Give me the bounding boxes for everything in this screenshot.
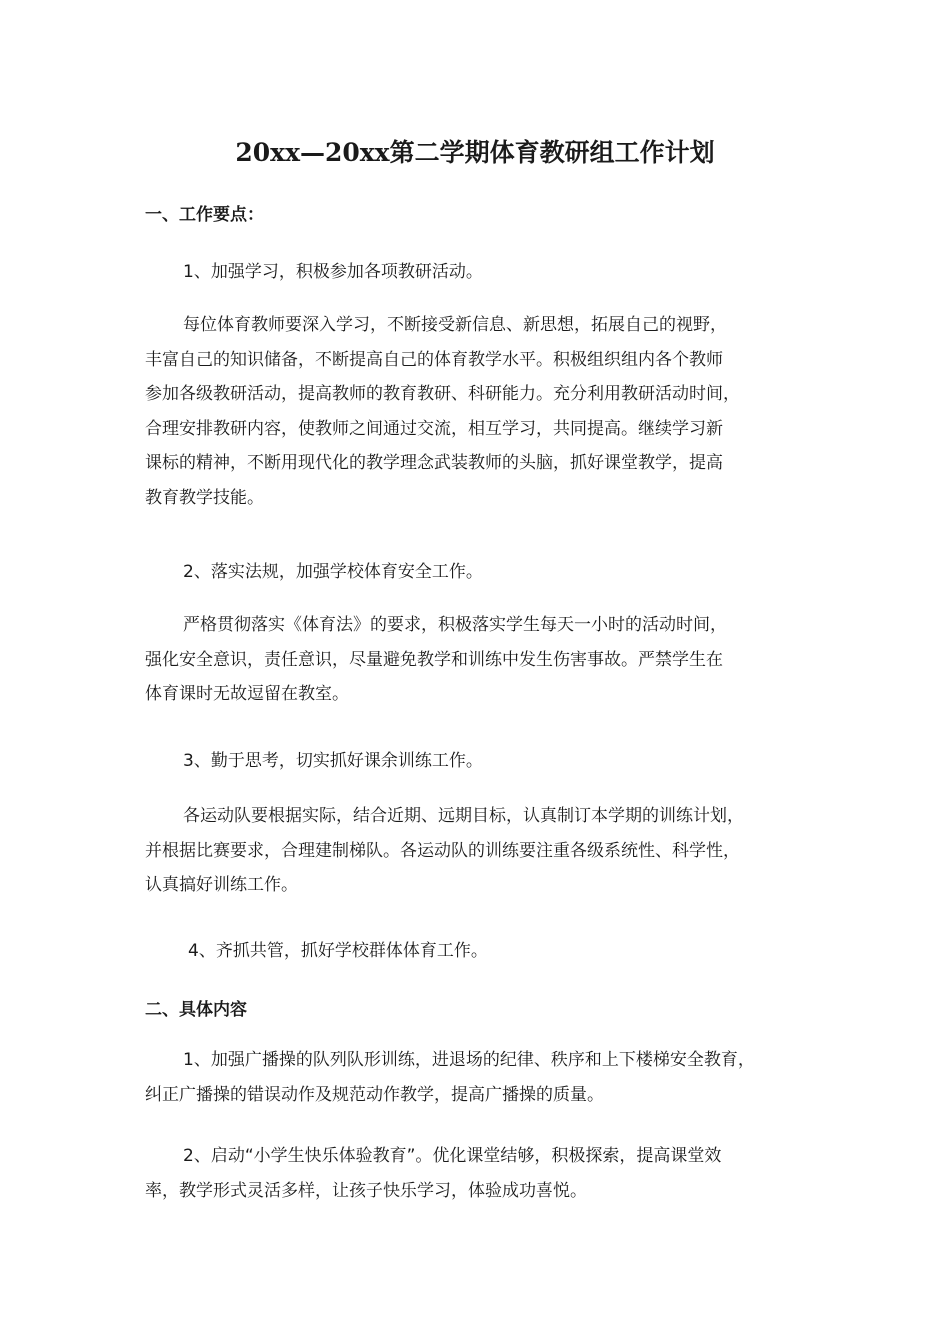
paragraph-line: 体育课时无故逗留在教室。	[145, 684, 349, 704]
paragraph-line: 并根据比赛要求，合理建制梯队。各运动队的训练要注重各级系统性、科学性，	[145, 840, 740, 861]
item-heading-2: 2、落实法规，加强学校体育安全工作。	[183, 562, 483, 582]
paragraph-training	[145, 799, 817, 903]
paragraph-line: 认真搞好训练工作。	[145, 875, 298, 895]
section-heading-specific-content: 二、具体内容	[145, 1000, 247, 1020]
paragraph-line: 参加各级教研活动，提高教师的教育教研、科研能力。充分利用教研活动时间，	[145, 384, 740, 404]
paragraph-broadcast-exercise	[145, 1043, 817, 1112]
paragraph-line: 纠正广播操的错误动作及规范动作教学，提高广播操的质量。	[145, 1084, 604, 1105]
paragraph-line: 严格贯彻落实《体育法》的要求，积极落实学生每天一小时的活动时间，	[183, 615, 727, 635]
item-heading-1: 1、加强学习，积极参加各项教研活动。	[183, 262, 483, 282]
paragraph-line: 课标的精神，不断用现代化的教学理念武装教师的头脑，抓好课堂教学，提高	[145, 453, 723, 473]
paragraph-line: 合理安排教研内容，使教师之间通过交流，相互学习，共同提高。继续学习新	[145, 418, 723, 439]
paragraph-line: 1、加强广播操的队列队形训练，进退场的纪律、秩序和上下楼梯安全教育，	[183, 1050, 755, 1070]
paragraph-line: 教育教学技能。	[145, 487, 264, 508]
paragraph-line: 率，教学形式灵活多样，让孩子快乐学习，体验成功喜悦。	[145, 1180, 587, 1201]
item-heading-3: 3、勤于思考，切实抓好课余训练工作。	[183, 751, 483, 771]
document-title: 20xx—20xx第二学期体育教研组工作计划	[235, 138, 715, 167]
paragraph-line: 各运动队要根据实际，结合近期、远期目标，认真制订本学期的训练计划，	[183, 806, 744, 826]
paragraph-line: 2、启动“小学生快乐体验教育”。优化课堂结够，积极探索，提高课堂效	[183, 1146, 722, 1166]
paragraph-safety	[145, 608, 817, 712]
paragraph-line: 强化安全意识，责任意识，尽量避免教学和训练中发生伤害事故。严禁学生在	[145, 649, 723, 670]
paragraph-line: 丰富自己的知识储备，不断提高自己的体育教学水平。积极组织组内各个教师	[145, 349, 723, 370]
paragraph-happy-experience	[145, 1139, 817, 1208]
paragraph-line: 每位体育教师要深入学习，不断接受新信息、新思想，拓展自己的视野，	[183, 315, 727, 335]
paragraph-study	[145, 308, 817, 515]
section-heading-work-points: 一、工作要点：	[145, 205, 264, 225]
item-heading-4: 4、齐抓共管，抓好学校群体体育工作。	[188, 941, 488, 961]
